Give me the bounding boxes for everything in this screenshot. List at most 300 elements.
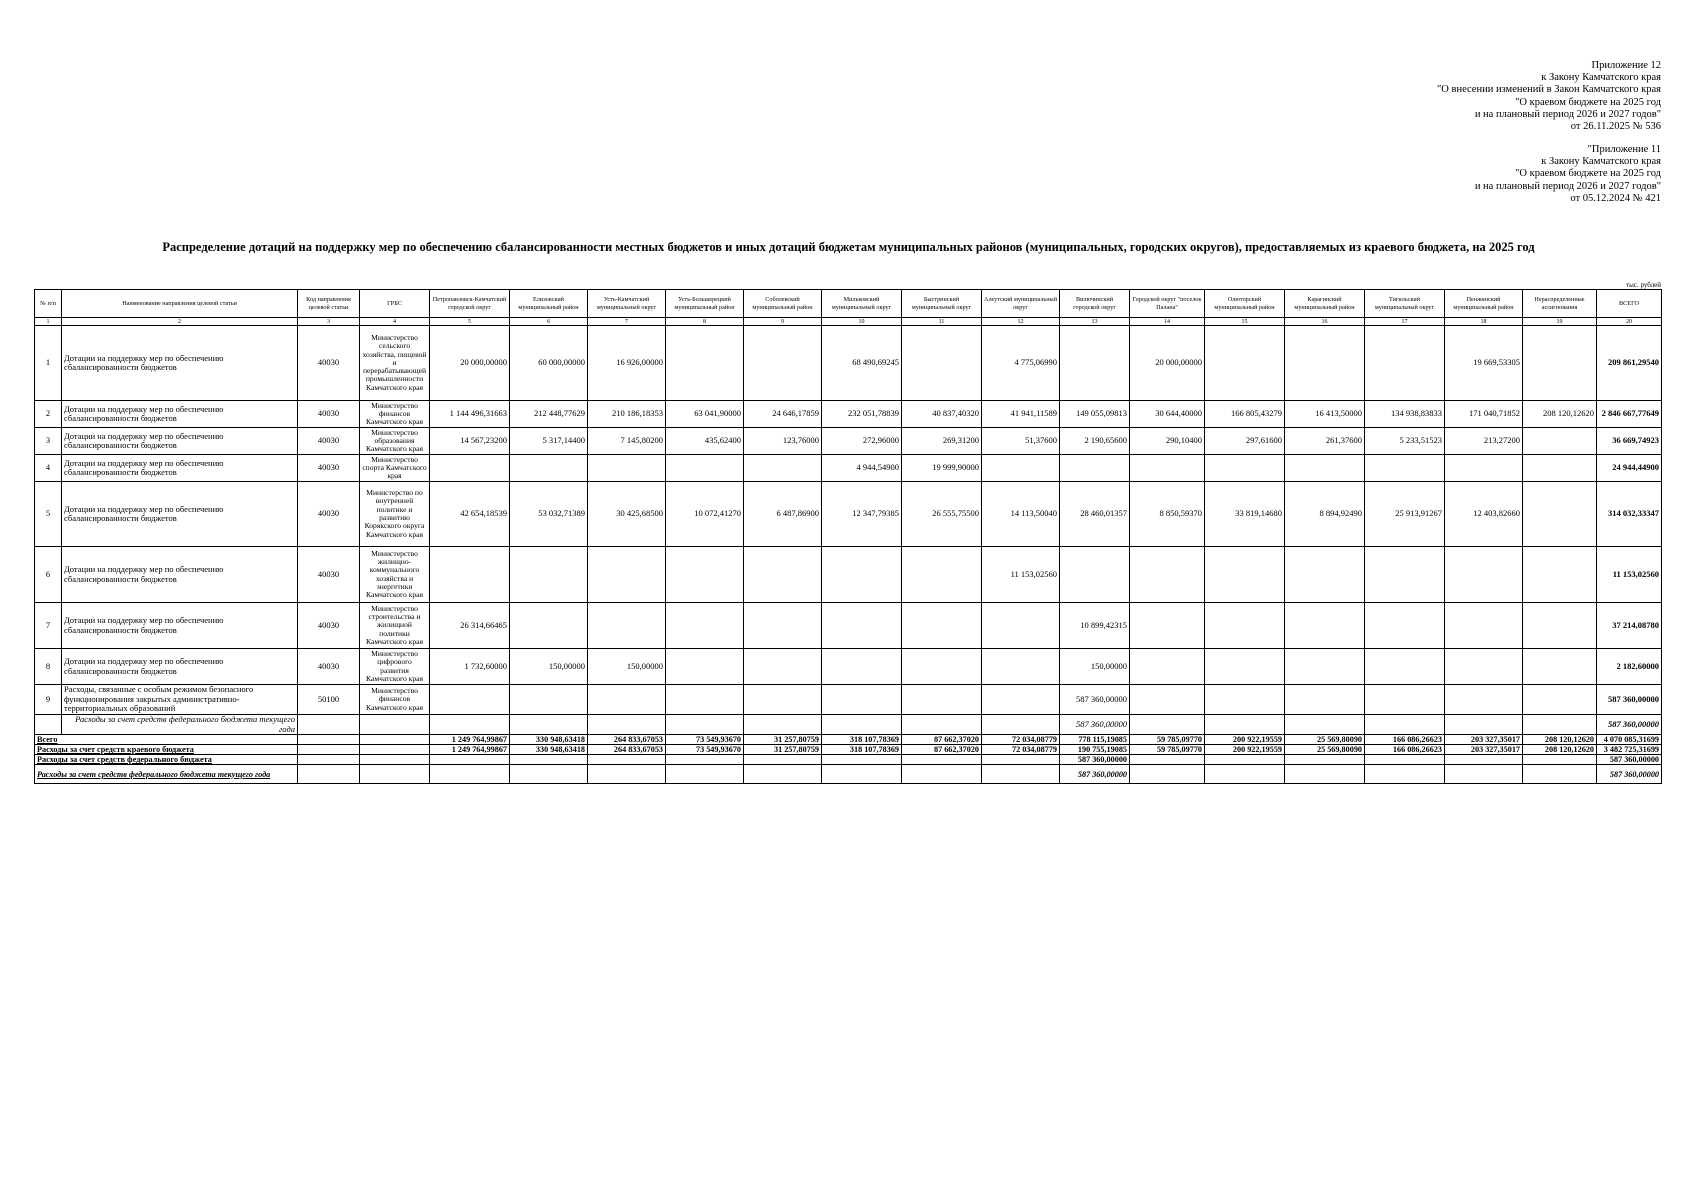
value-cell: 87 662,37020 [902,735,982,745]
value-cell [1060,455,1130,482]
value-cell [1445,649,1523,685]
empty-cell [298,735,360,745]
value-cell: 4 775,06990 [982,326,1060,401]
value-cell [1205,326,1285,401]
row-name: Дотации на поддержку мер по обеспечению сбалансированности бюджетов [62,547,298,603]
column-number: 3 [298,318,360,326]
value-cell: 264 833,67053 [588,745,666,755]
value-cell: 59 785,09770 [1130,745,1205,755]
value-cell: 72 034,08779 [982,735,1060,745]
column-header: Тигильский муниципальный округ [1365,290,1445,318]
empty-cell [298,745,360,755]
value-cell [1285,547,1365,603]
value-cell: 41 941,11589 [982,401,1060,428]
appendix-11-header [1475,144,1661,205]
table-row [35,455,1662,482]
subsidy-table [34,289,1662,784]
value-cell [666,455,744,482]
value-cell [1285,649,1365,685]
row-number: 9 [35,685,62,715]
column-header: Нераспределенные ассигнования [1523,290,1597,318]
value-cell [1365,649,1445,685]
value-cell: 232 051,78839 [822,401,902,428]
value-cell [588,715,666,735]
value-cell [430,455,510,482]
value-cell [1365,326,1445,401]
value-cell [902,685,982,715]
column-number: 14 [1130,318,1205,326]
column-number: 13 [1060,318,1130,326]
value-cell [744,649,822,685]
table-header-row [35,290,1662,318]
value-cell [1523,326,1597,401]
value-cell [510,685,588,715]
row-grbs: Министерство спорта Камчатского края [360,455,430,482]
row-code: 40030 [298,603,360,649]
value-cell: 5 233,51523 [1365,428,1445,455]
value-cell [744,715,822,735]
column-header: Пенжинский муниципальный район [1445,290,1523,318]
row-code: 40030 [298,649,360,685]
value-cell [1130,455,1205,482]
value-cell: 200 922,19559 [1205,745,1285,755]
row-code: 40030 [298,482,360,547]
column-header: Быстринский муниципальный округ [902,290,982,318]
value-cell [1365,455,1445,482]
total-cell: 314 032,33347 [1597,482,1662,547]
value-cell: 8 850,59370 [1130,482,1205,547]
header-line: "О краевом бюджете на 2025 год [1515,168,1661,180]
value-cell [510,603,588,649]
column-header: Соболевский муниципальный район [744,290,822,318]
value-cell [430,685,510,715]
row-name: Расходы, связанные с особым режимом безопасного функционирования закрытых административно-территориальных образований [62,685,298,715]
column-header: Олюторский муниципальный район [1205,290,1285,318]
value-cell: 1 249 764,99867 [430,735,510,745]
value-cell [1130,685,1205,715]
value-cell [1130,547,1205,603]
value-cell [1205,455,1285,482]
value-cell [430,547,510,603]
value-cell [744,603,822,649]
header-line: и на плановый период 2026 и 2027 годов" [1474,108,1661,120]
value-cell: 318 107,78369 [822,735,902,745]
column-number: 4 [360,318,430,326]
row-grbs: Министерство строительства и жилищной политики Камчатского края [360,603,430,649]
value-cell [1205,547,1285,603]
header-line: и на плановый период 2026 и 2027 годов" [1474,180,1661,192]
document-title: Распределение дотаций на поддержку мер по обеспечению сбалансированности местных бюджетов и иных дотаций бюджетам муниципальных районов (муниципальных, городских округов), предоставляемых из краевого бюджета, на 2025 год [162,240,1535,254]
value-cell [666,765,744,784]
column-number: 2 [62,318,298,326]
value-cell [1523,765,1597,784]
value-cell: 1 144 496,31663 [430,401,510,428]
value-cell [1205,765,1285,784]
value-cell [1060,326,1130,401]
row-code: 40030 [298,326,360,401]
empty-cell [298,755,360,765]
value-cell: 1 249 764,99867 [430,745,510,755]
value-cell [1130,715,1205,735]
value-cell [588,547,666,603]
column-number: 15 [1205,318,1285,326]
value-cell: 73 549,93670 [666,745,744,755]
value-cell [1523,455,1597,482]
column-number: 11 [902,318,982,326]
column-number-row [35,318,1662,326]
value-cell: 12 403,82660 [1445,482,1523,547]
value-cell [982,649,1060,685]
empty-cell [298,765,360,784]
value-cell [1445,755,1523,765]
summary-label: Расходы за счет средств федерального бюджета [35,755,298,765]
row-name: Дотации на поддержку мер по обеспечению сбалансированности бюджетов [62,326,298,401]
value-cell [1523,482,1597,547]
header-line: к Закону Камчатского края [1541,72,1661,84]
row-grbs: Министерство жилищно-коммунального хозяйства и энергетики Камчатского края [360,547,430,603]
table-row [35,428,1662,455]
value-cell [1523,715,1597,735]
value-cell [666,326,744,401]
summary-row [35,745,1662,755]
row-number: 5 [35,482,62,547]
empty-cell [360,765,430,784]
value-cell [902,326,982,401]
value-cell: 290,10400 [1130,428,1205,455]
total-cell: 4 070 085,31699 [1597,735,1662,745]
value-cell [666,649,744,685]
units-label: тыс. рублей [1626,281,1661,289]
value-cell: 166 086,26623 [1365,745,1445,755]
value-cell [1445,603,1523,649]
value-cell [902,755,982,765]
value-cell: 20 000,00000 [1130,326,1205,401]
summary-label: Всего [35,735,298,745]
value-cell: 208 120,12620 [1523,735,1597,745]
value-cell [510,455,588,482]
value-cell [1365,765,1445,784]
row-name: Дотации на поддержку мер по обеспечению сбалансированности бюджетов [62,428,298,455]
value-cell [588,685,666,715]
row-number: 6 [35,547,62,603]
value-cell: 5 317,14400 [510,428,588,455]
value-cell: 587 360,00000 [1060,755,1130,765]
value-cell [822,603,902,649]
table-row [35,603,1662,649]
value-cell: 73 549,93670 [666,735,744,745]
value-cell: 203 327,35017 [1445,735,1523,745]
value-cell: 72 034,08779 [982,745,1060,755]
value-cell [588,455,666,482]
value-cell [1285,455,1365,482]
column-number: 8 [666,318,744,326]
summary-label: Расходы за счет средств краевого бюджета [35,745,298,755]
row-number: 8 [35,649,62,685]
header-line: "О внесении изменений в Закон Камчатского края [1437,84,1661,96]
row-number: 4 [35,455,62,482]
value-cell [1130,755,1205,765]
value-cell: 330 948,63418 [510,745,588,755]
value-cell: 8 894,92490 [1285,482,1365,547]
value-cell [510,715,588,735]
value-cell [1365,547,1445,603]
total-cell: 587 360,00000 [1597,685,1662,715]
value-cell [744,547,822,603]
value-cell: 31 257,80759 [744,735,822,745]
value-cell [902,715,982,735]
value-cell [1445,715,1523,735]
value-cell [982,603,1060,649]
header-line: Приложение 12 [1591,60,1661,71]
column-header: Алеутский муниципальный округ [982,290,1060,318]
value-cell [1205,603,1285,649]
value-cell: 30 425,68500 [588,482,666,547]
value-cell: 28 460,01357 [1060,482,1130,547]
value-cell: 166 805,43279 [1205,401,1285,428]
appendix-12-header [1437,60,1661,133]
value-cell: 20 000,00000 [430,326,510,401]
value-cell: 587 360,00000 [1060,765,1130,784]
row-code: 40030 [298,455,360,482]
value-cell: 4 944,54900 [822,455,902,482]
value-cell [822,755,902,765]
value-cell: 53 032,71389 [510,482,588,547]
column-header: Елизовский муниципальный район [510,290,588,318]
column-number: 12 [982,318,1060,326]
column-header: Усть-Большерецкий муниципальный район [666,290,744,318]
total-cell: 587 360,00000 [1597,715,1662,735]
value-cell: 261,37600 [1285,428,1365,455]
value-cell: 330 948,63418 [510,735,588,745]
column-number: 7 [588,318,666,326]
value-cell [982,685,1060,715]
value-cell: 14 567,23200 [430,428,510,455]
value-cell: 25 913,91267 [1365,482,1445,547]
value-cell [430,755,510,765]
total-cell: 587 360,00000 [1597,755,1662,765]
value-cell [822,715,902,735]
value-cell [1285,765,1365,784]
empty-cell [35,715,62,735]
header-line: "О краевом бюджете на 2025 год [1515,96,1661,108]
value-cell [510,755,588,765]
value-cell: 435,62400 [666,428,744,455]
value-cell: 171 040,71852 [1445,401,1523,428]
column-number: 18 [1445,318,1523,326]
value-cell: 272,96000 [822,428,902,455]
total-cell: 24 944,44900 [1597,455,1662,482]
summary-row [35,755,1662,765]
federal-subrow-label: Расходы за счет средств федерального бюджета текущего года [62,715,298,735]
value-cell: 6 487,86900 [744,482,822,547]
header-line: от 05.12.2024 № 421 [1570,192,1661,204]
value-cell [1285,326,1365,401]
row-grbs: Министерство по внутренней политике и развитию Корякского округа Камчатского края [360,482,430,547]
value-cell [666,685,744,715]
value-cell: 318 107,78369 [822,745,902,755]
value-cell: 63 041,90000 [666,401,744,428]
summary-row [35,735,1662,745]
value-cell [1445,765,1523,784]
total-cell: 36 669,74923 [1597,428,1662,455]
column-header: Усть-Камчатский муниципальный округ [588,290,666,318]
table-row [35,326,1662,401]
value-cell [982,765,1060,784]
value-cell [822,685,902,715]
row-grbs: Министерство финансов Камчатского края [360,685,430,715]
header-line: "Приложение 11 [1587,144,1661,155]
value-cell: 30 644,40000 [1130,401,1205,428]
value-cell [902,603,982,649]
value-cell [902,765,982,784]
value-cell [1523,685,1597,715]
row-grbs: Министерство финансов Камчатского края [360,401,430,428]
total-cell: 209 861,29540 [1597,326,1662,401]
row-name: Дотации на поддержку мер по обеспечению сбалансированности бюджетов [62,455,298,482]
value-cell [822,765,902,784]
value-cell: 1 732,60000 [430,649,510,685]
value-cell: 587 360,00000 [1060,685,1130,715]
value-cell [822,649,902,685]
value-cell: 60 000,00000 [510,326,588,401]
column-header: Петропавловск-Камчатский городской округ [430,290,510,318]
column-number: 6 [510,318,588,326]
value-cell [1205,755,1285,765]
value-cell [1365,755,1445,765]
value-cell [744,685,822,715]
value-cell: 42 654,18539 [430,482,510,547]
empty-cell [360,715,430,735]
column-number: 5 [430,318,510,326]
value-cell [1523,649,1597,685]
value-cell: 212 448,77629 [510,401,588,428]
value-cell: 68 490,69245 [822,326,902,401]
value-cell [430,715,510,735]
value-cell: 10 899,42315 [1060,603,1130,649]
value-cell [1523,603,1597,649]
value-cell [822,547,902,603]
value-cell: 26 555,75500 [902,482,982,547]
value-cell [1285,685,1365,715]
value-cell [1130,765,1205,784]
federal-subrow [35,715,1662,735]
value-cell: 200 922,19559 [1205,735,1285,745]
value-cell: 19 669,53305 [1445,326,1523,401]
value-cell [666,603,744,649]
value-cell: 269,31200 [902,428,982,455]
row-code: 40030 [298,428,360,455]
table-row [35,401,1662,428]
row-number: 3 [35,428,62,455]
row-code: 50100 [298,685,360,715]
value-cell: 11 153,02560 [982,547,1060,603]
header-line: к Закону Камчатского края [1541,156,1661,168]
value-cell [1205,649,1285,685]
empty-cell [360,755,430,765]
value-cell: 12 347,79385 [822,482,902,547]
value-cell: 297,61600 [1205,428,1285,455]
value-cell: 150,00000 [1060,649,1130,685]
value-cell: 10 072,41270 [666,482,744,547]
value-cell [1130,603,1205,649]
row-grbs: Министерство образования Камчатского края [360,428,430,455]
column-number: 20 [1597,318,1662,326]
value-cell [1523,755,1597,765]
column-number: 10 [822,318,902,326]
value-cell: 33 819,14680 [1205,482,1285,547]
value-cell: 150,00000 [588,649,666,685]
header-line: от 26.11.2025 № 536 [1570,121,1661,133]
total-cell: 37 214,08780 [1597,603,1662,649]
value-cell: 59 785,09770 [1130,735,1205,745]
summary-label: Расходы за счет средств федерального бюджета текущего года [35,765,298,784]
value-cell [902,547,982,603]
value-cell [588,755,666,765]
column-number: 9 [744,318,822,326]
value-cell [588,603,666,649]
table-row [35,685,1662,715]
value-cell: 7 145,80200 [588,428,666,455]
row-grbs: Министерство сельского хозяйства, пищевой и перерабатывающей промышленности Камчатского края [360,326,430,401]
value-cell: 203 327,35017 [1445,745,1523,755]
value-cell [1445,685,1523,715]
value-cell: 25 569,80090 [1285,735,1365,745]
table-row [35,482,1662,547]
value-cell [1445,547,1523,603]
column-header: Наименование направления целевой статьи [62,290,298,318]
value-cell: 264 833,67053 [588,735,666,745]
value-cell [744,765,822,784]
column-header: Мильковский муниципальный округ [822,290,902,318]
value-cell [744,755,822,765]
value-cell [744,455,822,482]
empty-cell [298,715,360,735]
value-cell [902,649,982,685]
column-header: Карагинский муниципальный район [1285,290,1365,318]
value-cell [982,755,1060,765]
value-cell: 134 938,83833 [1365,401,1445,428]
value-cell [666,547,744,603]
value-cell [1365,603,1445,649]
value-cell: 123,76000 [744,428,822,455]
value-cell: 587 360,00000 [1060,715,1130,735]
value-cell [666,755,744,765]
row-number: 7 [35,603,62,649]
value-cell: 87 662,37020 [902,745,982,755]
column-number: 16 [1285,318,1365,326]
row-name: Дотации на поддержку мер по обеспечению сбалансированности бюджетов [62,649,298,685]
value-cell [588,765,666,784]
total-cell: 3 482 725,31699 [1597,745,1662,755]
row-code: 40030 [298,547,360,603]
value-cell [1205,685,1285,715]
value-cell [1285,755,1365,765]
column-header: Городской округ "поселок Палана" [1130,290,1205,318]
column-header: Код направления целевой статьи [298,290,360,318]
value-cell [982,455,1060,482]
value-cell: 2 190,65600 [1060,428,1130,455]
value-cell [1523,428,1597,455]
column-number: 19 [1523,318,1597,326]
row-name: Дотации на поддержку мер по обеспечению сбалансированности бюджетов [62,482,298,547]
table-row [35,547,1662,603]
value-cell [1060,547,1130,603]
value-cell: 190 755,19085 [1060,745,1130,755]
total-cell: 11 153,02560 [1597,547,1662,603]
value-cell [1365,715,1445,735]
table-row [35,649,1662,685]
column-number: 1 [35,318,62,326]
